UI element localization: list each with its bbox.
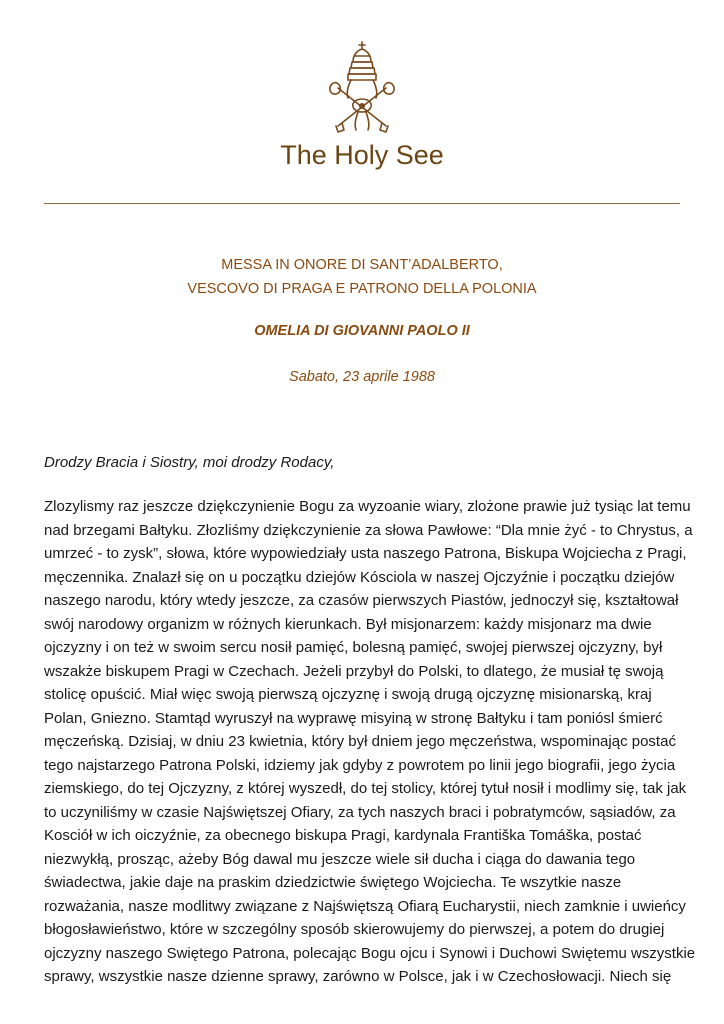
body-line: męczennika. Znalazł się on u początku dziejów Kósciola w naszej Ojczyźnie i początku dziejów (44, 568, 675, 586)
body-paragraph (44, 495, 696, 989)
site-title[interactable]: The Holy See (280, 140, 444, 170)
body-line: to uczyniliśmy w czasie Najświętszej Ofiary, za tych naszych braci i pobratymców, sąsiadów, za (44, 803, 676, 821)
body-line: Kosciół w ich oiczyźnie, za obecnego biskupa Pragi, kardynala Františka Tomáška, postać (44, 827, 642, 844)
body-line: Zlozylismy raz jeszcze dziękczynienie Bogu za wyzoanie wiary, zlożone prawie już tysiąc lat temu (44, 498, 691, 515)
body-line: Polan, Gniezno. Stamtąd wyruszył na wyprawę misyiną w stronę Bałtyku i tam poniósl śmierć (44, 709, 663, 727)
papal-coat-of-arms-icon (320, 40, 404, 136)
body-line: ojczyzny naszego Swiętego Patrona, polecając Bogu ojcu i Synowi i Duchowi Swiętemu wszystkie (44, 944, 696, 962)
body-line: męczeńską. Dzisiaj, w dniu 23 kwietnia, który był dniem jego męczeństwa, wspominając postać (44, 733, 676, 750)
body-line: stolicę opuścić. Miał więc swoją pierwszą ojczyznę i swoją drugą ojczyznę misionarską, kraj (44, 686, 652, 703)
body-line: wszakże biskupem Pragi w Czechach. Jeżeli przybył do Polski, to dlatego, że musiał tę swoją (44, 662, 664, 680)
body-line: umrzeć - to zysk”, słowa, które wypowiedziały usta naszego Patrona, Biskupa Wojciecha z Pragi, (44, 545, 687, 562)
body-line: sprawy, wszystkie nasze dzienne sprawy, zarówno w Polsce, jak i w Czechosłowacji. Niech się (44, 968, 672, 985)
document-title-line-2: VESCOVO DI PRAGA E PATRONO DELLA POLONIA (187, 281, 537, 297)
body-line: nad brzegami Bałtyku. Złozliśmy dziękczynienie za słowa Pawłowe: “Dla mnie żyć - to Chrystus, a (44, 521, 693, 539)
body-line: tego najstarzego Patrona Polski, idziemy jak gdyby z powrotem po linii jego biografii, jego życia (44, 756, 676, 774)
document-title-line-1: MESSA IN ONORE DI SANT’ADALBERTO, (221, 257, 503, 273)
body-line: swój narodowy organizm w różnych kierunkach. Był misjonarzem: każdy misjonarz ma dwie (44, 615, 652, 633)
body-line: rozważania, nasze modlitwy związane z Najświętszą Ofiarą Eucharystii, niech zamknie i uwieńcy (44, 897, 686, 915)
body-line: ziemskiego, do tej Ojczyzny, z której wyszedł, do tej stolicy, której tytuł nosił i modlimy się, tak jak (44, 780, 687, 797)
body-line: świadectwa, jakie daje na praskim dziedzictwie świętego Wojciecha. Te wszytkie nasze (44, 874, 622, 891)
body-line: ojczyzny i on też w swoim sercu nosił pamięć, bolesną pamięć, swojej pierwszej ojczyzny, był (44, 639, 663, 656)
document-date: Sabato, 23 aprile 1988 (289, 369, 435, 385)
body-line: niezwykłą, prosząc, ażeby Bóg dawal mu jeszcze wiele sił ducha i ciąga do dawania tego (44, 850, 636, 868)
salutation: Drodzy Bracia i Siostry, moi drodzy Rodacy, (44, 454, 335, 471)
document-author: OMELIA DI GIOVANNI PAOLO II (254, 323, 470, 339)
header-divider (44, 203, 680, 204)
body-line: błogosławieństwo, które w szczególny sposób skierowujemy do pierwszej, a potem do drugiej (44, 921, 665, 938)
body-line: naszego narodu, który wtedy jeszcze, za czasów pierwszych Piastów, jednoczył się, kształtował (44, 592, 679, 609)
